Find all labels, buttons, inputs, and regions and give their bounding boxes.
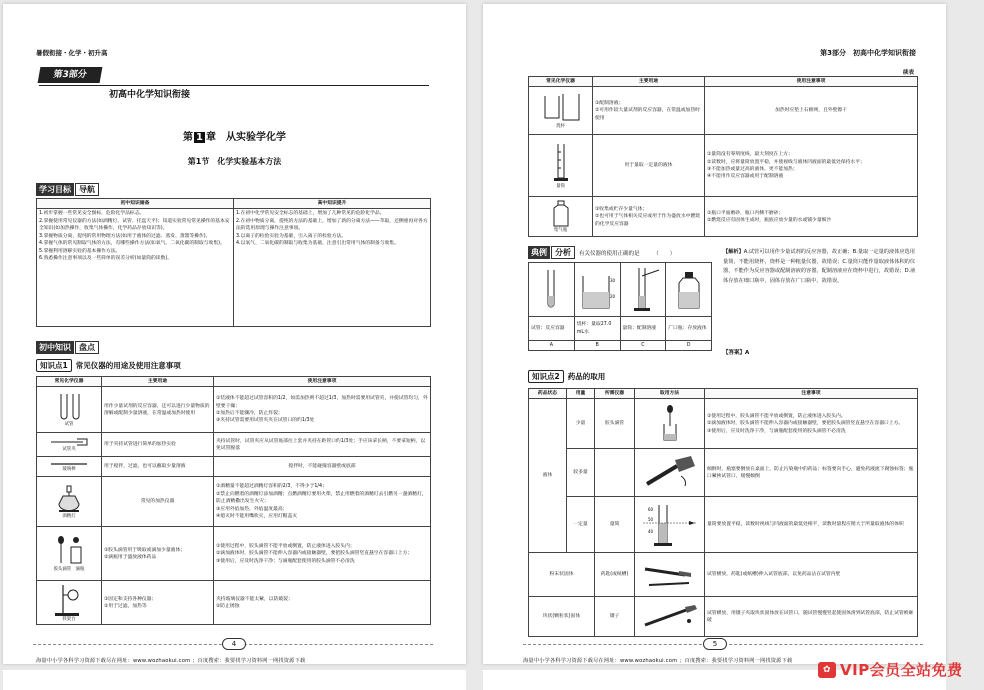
chapter-title: 第 1 章 从实验学化学 (183, 132, 286, 143)
method-cell (635, 553, 705, 597)
table-row (529, 197, 918, 237)
left-page (3, 4, 466, 664)
page-number: 5 (703, 638, 727, 650)
tool-cell: 药匙(或纸槽) (595, 553, 635, 597)
page-footer: 海量中小学各科学习资源下载尽在网址：www.wozhaokui.com ；百度搜索：我要找学习资料网一网找资源下载 (36, 658, 306, 664)
use-cell: ①收集或贮存少量气体； ②也可用于气体相关反应或用于作为盛放水中燃烧的化学反应容器 (593, 197, 705, 237)
method-cell (635, 449, 705, 497)
state-cell: 粉末状固体 (529, 553, 595, 597)
table-row (529, 553, 918, 597)
option-d-letter: D (666, 341, 712, 351)
tool-cell (595, 449, 635, 497)
svg-text:30: 30 (610, 277, 616, 283)
next-page-edge-left (3, 670, 466, 690)
spatula-method-icon (639, 557, 701, 593)
dropper-method-icon (650, 404, 690, 444)
amount-cell: 少量 (567, 399, 595, 449)
tool-cell: 镊子 (595, 597, 635, 637)
goal-right-text: 1.在初中化学常见安全标志的基础上，增加了几种常见的危险化学品。 2.在初中物质分离，提纯的方法的基础上，增加了新的分离方法——萃取，还侧重再对各方法的选用原理与操作注意事项。 3.以离子的检验实验为基础，引入离子的检验方法。 4.以氧气、二氧化碳的制取与收集为基础，注意引出常用气体的制备与收集。 (234, 209, 431, 327)
state-cell: 块状(颗粒状)固体 (529, 597, 595, 637)
note-cell: 试管横放，药匙(或纸槽)伸入试管底部，以免药品沾在试管内壁 (705, 553, 918, 597)
option-c-text: 量筒：配制溶液 (620, 317, 666, 341)
table-row (529, 135, 918, 197)
note-cell: 试管横放，用镊子夹取块状固体放在试管口，随试管慢慢竖起使固体滑到试管底部，防止试管被砸破 (705, 597, 918, 637)
table-row (37, 527, 431, 581)
svg-text:50: 50 (647, 516, 653, 522)
kp-tag: 初中知识 盘点 (36, 341, 99, 354)
dropper-icon (52, 535, 86, 567)
goal-header-left: 初中知识储备 (37, 199, 234, 209)
example-tag: 典例 分析 有关仪器的使用正确的是 （ ） (528, 246, 675, 259)
option-b-text: 烧杯：量取27.0 mL水 (574, 317, 620, 341)
example-question: 有关仪器的使用正确的是 （ ） (579, 250, 676, 257)
option-a-text: 试管：反应容器 (529, 317, 575, 341)
option-d-figure (666, 263, 712, 317)
col-header-notes: 使用注意事项 (705, 77, 918, 87)
note-cell: 量筒要放置平稳，读数时视线与凹液面的最低处相平，读数时量程应稍大于所量取液体的体积 (705, 497, 918, 553)
note-cell: 加热时应垫上石棉网，且外壁擦干 (705, 87, 918, 135)
goal-left-text: 1.初步掌握一些常见安全图标，危险化学品标志。 2.掌握使用常见仪器的方法(如酒精灯、试管、托盘天平)；知道实验常见常见操作的基本安全知识(如加热操作，收集气体操作，化学药品存放知识等)。 3.掌握物质分离，提纯的常用物理方法(如用于液体的过滤、蒸发、蒸馏等操作)。 4.掌握气体的常见制取气体的方法，有哪些操作方法(如氧气、二氧化碳的制取与收集)。 5.掌握利用溶解实验的基本操作方法。 6.熟悉操作注意事项以及一些简单的误差分析(如量筒的读数)。 (37, 209, 234, 327)
option-c-figure (620, 263, 666, 317)
option-c-letter: C (620, 341, 666, 351)
table-row (529, 449, 918, 497)
use-cell: 用于夹持试管进行简单的加热实验 (102, 433, 214, 457)
part-title: 初高中化学知识衔接 (109, 90, 191, 100)
continued-label: 续表 (902, 70, 914, 76)
test-tube-icon (544, 268, 558, 312)
goal-table (36, 198, 431, 327)
col-header-notes: 注意事项 (705, 389, 918, 399)
note-cell: 夹持玻璃仪器不能太紧，以防破裂； ②防止锈蚀 (214, 581, 431, 625)
col-header-state: 药品状态 (529, 389, 567, 399)
page-number: 4 (222, 638, 246, 650)
options-table (528, 262, 712, 351)
section-title: 第1节 化学实验基本方法 (187, 157, 282, 166)
instrument-cell: 胶头滴管 滴瓶 (37, 527, 102, 581)
table-row (37, 433, 431, 457)
use-cell: ①配制溶液； ②可用作较大量试剂的反应容器，在常温或加热时使用 (593, 87, 705, 135)
table-row (529, 497, 918, 553)
measuring-cylinder-icon (551, 142, 571, 184)
col-header-use: 主要用途 (593, 77, 705, 87)
vip-logo-icon: ✿ (818, 662, 836, 678)
kp1-heading: 知识点1 常见仪器的用途及使用注意事项 (36, 359, 181, 372)
instrument-cell: 集气瓶 (529, 197, 593, 237)
analysis-block: 【解析】A.试管可以用作少量试剂的反应容器，故正确；B.量取一定量的液体应选用量筒，不能用烧杯，烧杯是一种粗量仪器，故错误；C.量筒只能作量取液体体积的仪器，不能作为反应容器或配制溶液的容器，配制溶液应在烧杯中进行，故错误；D.液体存放在细口瓶中，固体存放在广口瓶中，故错误。 (723, 249, 916, 284)
right-page-header: 第3部分 初高中化学知识衔接 (820, 49, 916, 57)
beaker-icon (541, 92, 581, 124)
table-row (529, 87, 918, 135)
cylinder-reading-icon (639, 501, 701, 549)
note-cell: 倾倒时，瓶塞要倒放在桌面上，防止污染瓶中的药品；标签要向手心，避免药液流下腐蚀标签；瓶口紧挨试管口，缓慢倾倒 (705, 449, 918, 497)
table-row (529, 399, 918, 449)
use-cell: 常见的加热仪器 (102, 477, 214, 527)
svg-text:40: 40 (647, 528, 653, 534)
col-header-amount: 用量 (567, 389, 595, 399)
col-header-notes: 使用注意事项 (214, 377, 431, 387)
liquid-cell: 液体 (529, 399, 567, 553)
table-row (37, 581, 431, 625)
instrument-cell: 试管 (37, 387, 102, 433)
use-cell: ①固定和支持各种仪器； ②用于过滤，加热等 (102, 581, 214, 625)
instrument-cell: 玻璃棒 (37, 457, 102, 477)
measuring-cylinder-icon (625, 266, 661, 314)
col-header-use: 主要用途 (102, 377, 214, 387)
note-cell: 搅拌时，不能碰撞容器壁或底部 (214, 457, 431, 477)
method-cell (635, 399, 705, 449)
tool-cell: 量筒 (595, 497, 635, 553)
instrument-table-right (528, 76, 918, 237)
use-cell: 用于搅拌，过滤，也可以蘸取少量溶液 (102, 457, 214, 477)
note-cell: ①使用过程中，胶头滴管不能平放或倒置，防止液体进入胶头内； ②滴加液体时，胶头滴管不能伸入容器内或接触器壁，要把胶头滴管竖直悬空在容器口上方； ③使用后，应及时洗净干净；与滴瓶配套使用的胶头滴管不必清洗 (214, 527, 431, 581)
goal-header-right: 高中知识提升 (234, 199, 431, 209)
use-cell: 用于量取一定量的液体 (593, 135, 705, 197)
instrument-cell: 烧杯 (529, 87, 593, 135)
table-row (37, 457, 431, 477)
method-cell (635, 497, 705, 553)
alcohol-lamp-icon (54, 484, 84, 514)
pouring-method-icon (639, 454, 701, 492)
svg-text:20: 20 (610, 293, 616, 299)
tool-cell: 胶头滴管 (595, 399, 635, 449)
option-a-letter: A (529, 341, 575, 351)
vip-watermark[interactable]: ✿ VIP会员全站免费 (818, 659, 963, 680)
wide-mouth-bottle-icon (674, 268, 704, 312)
method-cell (635, 597, 705, 637)
gas-jar-icon (550, 200, 572, 228)
amount-cell: 一定量 (567, 497, 595, 553)
tube-holder-icon (47, 437, 91, 447)
note-cell: ①使用过程中，胶头滴管不能平放或倒置，防止液体进入胶头内。 ②滴加液体时，胶头滴管不能伸入容器内或接触器壁，要把胶头滴管竖直悬空在容器口上方。 ③使用后，应及时洗净干净，与滴瓶配套使用的胶头滴管不必清洗 (705, 399, 918, 449)
use-cell: 用作少量试剂的反应容器，还可以进行少量物质的溶解或配制少量溶液，在常温或加热时使用 (102, 387, 214, 433)
reagent-table (528, 388, 918, 637)
note-cell: ①酒精量不能超过酒精灯容积的2/3，不得少于1/4； ②禁止向燃着的酒精灯添加酒精；点燃酒精灯要用火柴，禁止用燃着的酒精灯去引燃另一盏酒精灯，防止酒精撒出发生火灾； ③应用外焰加热，外焰温度最高； ④熄灭时不能用嘴吹灭，应用灯帽盖灭 (214, 477, 431, 527)
answer-line: 【答案】A (723, 350, 750, 356)
goal-tag: 学习目标 导航 (36, 183, 99, 196)
instrument-cell: 酒精灯 (37, 477, 102, 527)
col-header-instrument: 常见化学仪器 (37, 377, 102, 387)
col-header-instrument: 常见化学仪器 (529, 77, 593, 87)
note-cell: ①装液体不能超过试管容积的1/2，如需加热则不超过1/3，加热时需要用试管夹，并使试管均匀，外壁要干燥； ②加热后不能骤冷，防止炸裂； ③夹持试管需要用试管夹夹在试管口的约1/3处 (214, 387, 431, 433)
option-b-figure (574, 263, 620, 317)
table-row (529, 597, 918, 637)
col-header-tool: 所需仪器 (595, 389, 635, 399)
part-divider (39, 85, 429, 86)
test-tube-icon (49, 392, 89, 422)
analysis-text: A.试管可以用作少量试剂的反应容器，故正确；B.量取一定量的液体应选用量筒，不能用烧杯，烧杯是一种粗量仪器，故错误；C.量筒只能作量取液体体积的仪器，不能作为反应容器或配制溶液的容器，配制溶液应在烧杯中进行，故错误；D.液体存放在细口瓶中，固体存放在广口瓶中，故错误。 (723, 249, 916, 284)
instrument-cell: 量筒 (529, 135, 593, 197)
note-cell: 夹持试管时，试管夹应从试管底部往上套并夹持在距管口约1/3处；手应该拿长柄，不要拿短柄，以免试管脱落 (214, 433, 431, 457)
beaker-icon (577, 268, 617, 312)
note-cell: ①量筒没有零刻度线，最大刻度在上方； ②读数时，应将量筒放置平稳，并使视线与液体凹液面的最低处保持水平； ③不能加热或量过高的液体，更不能加热； ④不能用作反应容器或用于配制溶液 (705, 135, 918, 197)
svg-text:60: 60 (647, 506, 653, 512)
instrument-cell: 试管夹 (37, 433, 102, 457)
option-b-letter: B (574, 341, 620, 351)
table-row (37, 477, 431, 527)
tweezers-method-icon (639, 601, 701, 633)
note-cell: ①瓶口平面磨砂，瓶口内侧不磨砂； ②燃烧反应有固体生成时，瓶底应放少量的水或铺少量细沙 (705, 197, 918, 237)
amount-cell: 较多量 (567, 449, 595, 497)
part-label: 第3部分 (38, 67, 103, 83)
kp2-heading: 知识点2 药品的取用 (528, 370, 605, 383)
left-page-header: 暑假衔接・化学・初升高 (36, 49, 108, 57)
option-a-figure (529, 263, 575, 317)
page-footer: 海量中小学各科学习资源下载尽在网址：www.wozhaokui.com ；百度搜索：我要找学习资料网一网找资源下载 (523, 658, 793, 664)
col-header-method: 取用方法 (635, 389, 705, 399)
use-cell: ①胶头滴管用于吸取或滴加少量液体； ②滴瓶用于盛放液体药品 (102, 527, 214, 581)
table-row (37, 387, 431, 433)
instrument-table-left (36, 376, 431, 625)
instrument-cell: 铁架台 (37, 581, 102, 625)
right-page (483, 4, 946, 664)
option-d-text: 广口瓶：存放液体 (666, 317, 712, 341)
iron-stand-icon (51, 583, 87, 617)
